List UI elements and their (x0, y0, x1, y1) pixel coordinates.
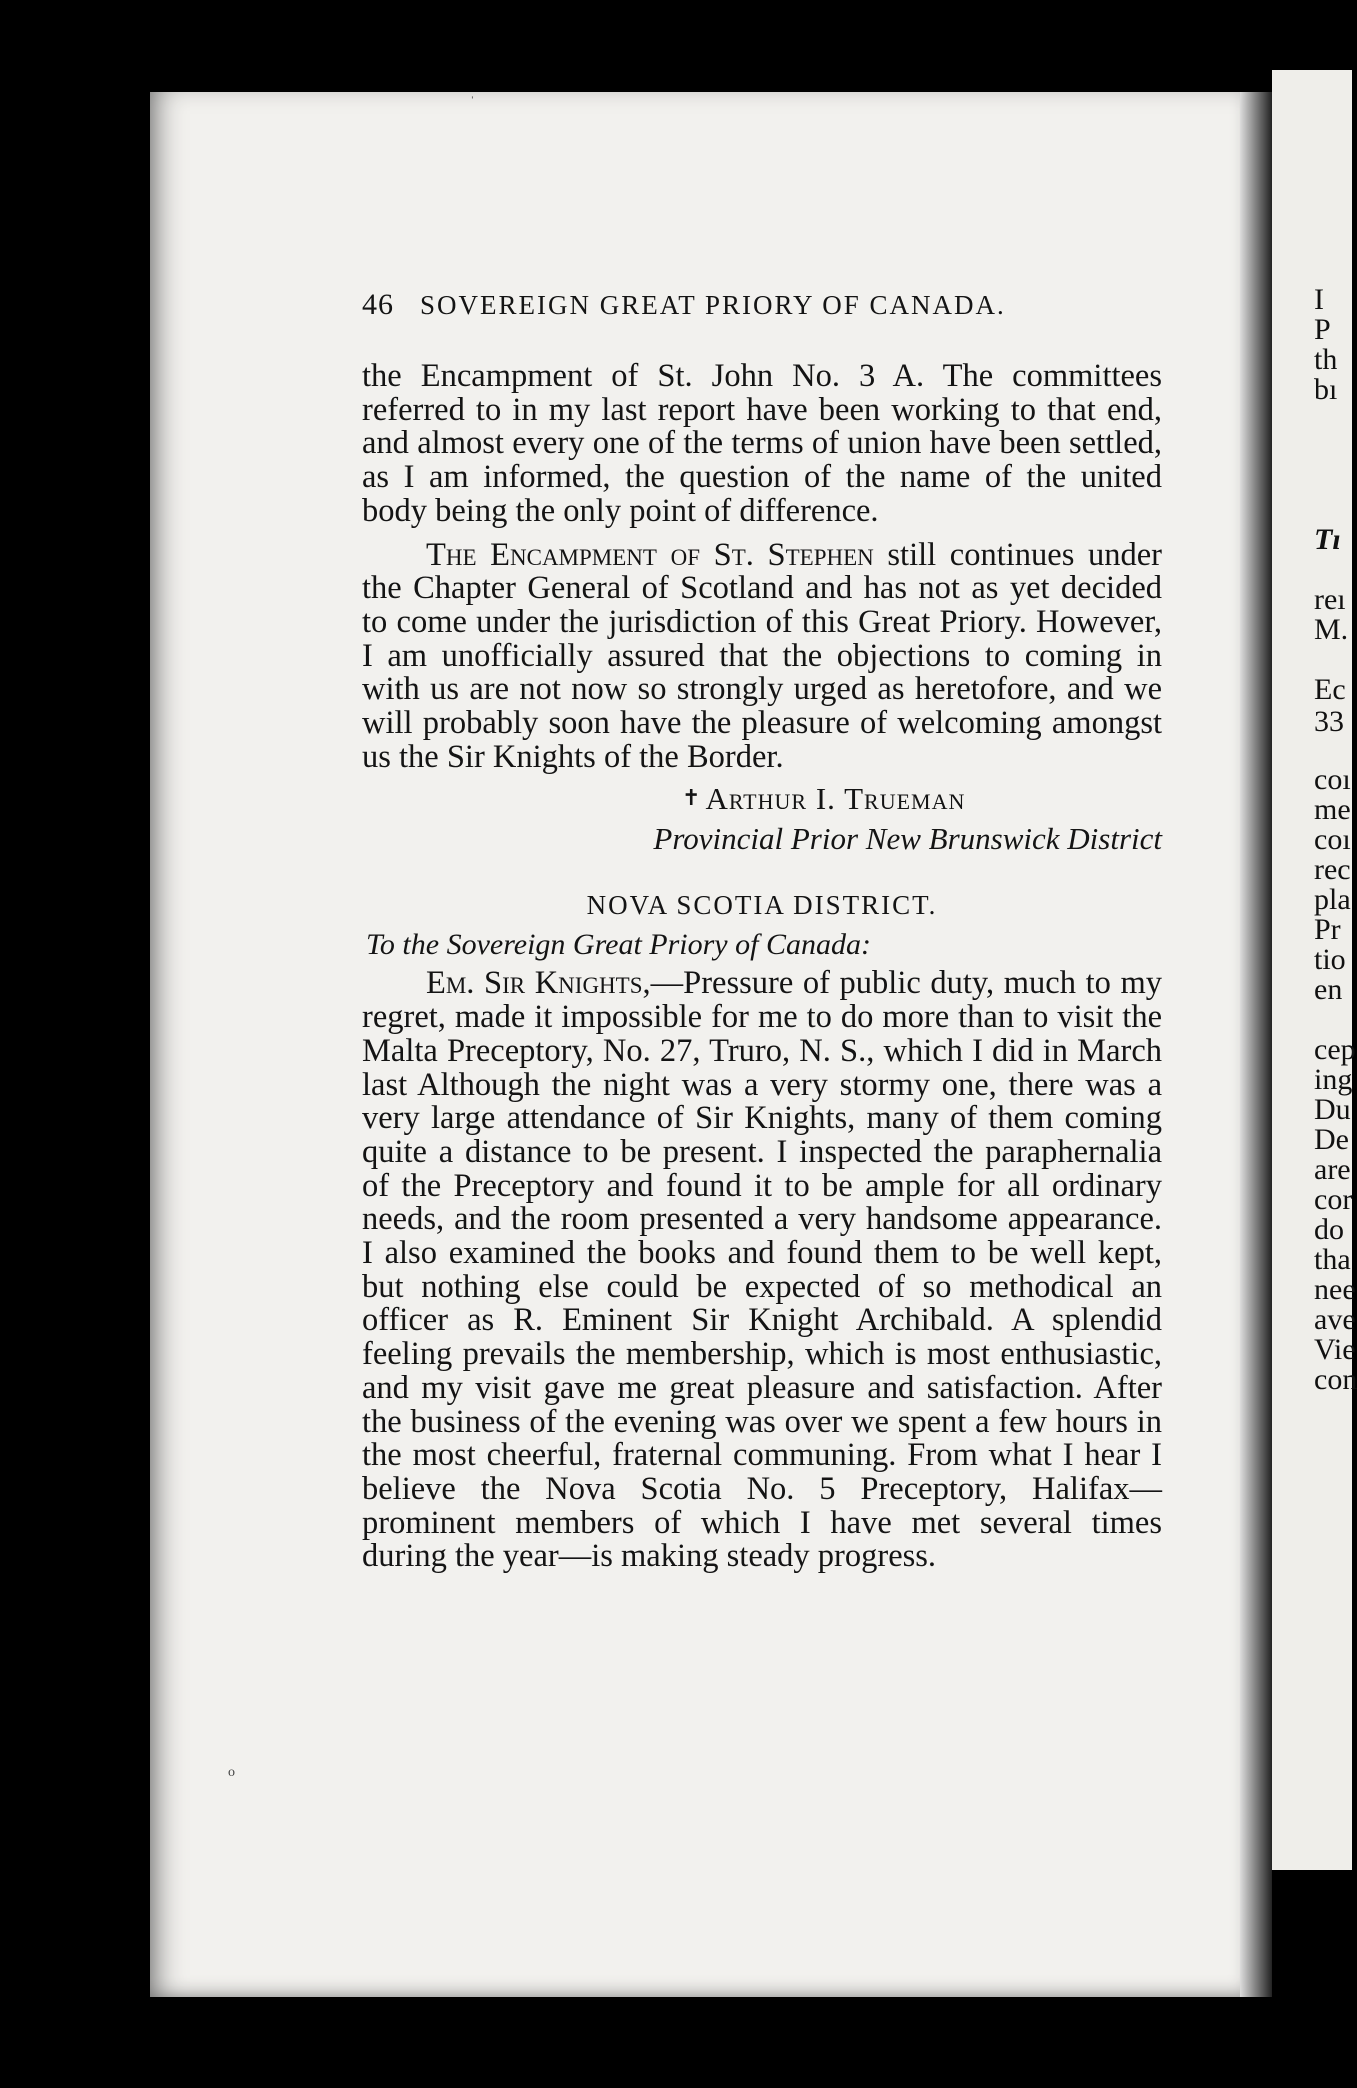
fragment-line: bı (1314, 373, 1338, 406)
fragment-line: Ec (1314, 673, 1346, 706)
fragment-line: ave (1314, 1303, 1356, 1336)
paragraph-lead: The Encampment of St. Stephen (426, 536, 874, 573)
fragment-line: nee (1314, 1273, 1356, 1306)
fragment-line: Tı (1314, 523, 1341, 556)
fragment-line: De (1314, 1123, 1349, 1156)
fragment-line: me (1314, 793, 1351, 826)
paragraph-body: —Pressure of public duty, much to my regret, made it impossible for me to do more than to visit the Malta Preceptory, No. 27, Truro, N. S., which I did in March last Although the night was a very stormy one, there was a very large attendance of Sir Knights, many of them coming quite a distance to be present. I inspected the paraphernalia of the Preceptory and found it to be ample for all ordinary needs, and the room presented a very handsome appearance. I also examined the books and found them to be well kept, but nothing else could be expected of so methodical an officer as R. Eminent Sir Knight Archibald. A splendid feeling prevails the membership, which is most enthusiastic, and my visit gave me great pleasure and satisfaction. After the business of the evening was over we spent a few hours in the most cheerful, fraternal communing. From what I hear I believe the Nova Scotia No. 5 Preceptory, Halifax—prominent members of which I have met several times during the year—is making steady progress. (362, 965, 1162, 1575)
running-head-title: SOVEREIGN GREAT PRIORY OF CANADA. (420, 290, 1006, 320)
fragment-line: coı (1314, 823, 1351, 856)
fragment-line: Vie (1314, 1333, 1356, 1366)
fragment-line: P (1314, 313, 1331, 346)
fragment-line: pla (1314, 883, 1351, 916)
page-text (362, 288, 1162, 1574)
fragment-line: 33 (1314, 705, 1344, 738)
fragment-line: th (1314, 343, 1338, 376)
section-heading: NOVA SCOTIA DISTRICT. (586, 890, 938, 921)
fragment-line: reı (1314, 583, 1346, 616)
fragment-line: M. (1314, 613, 1349, 646)
adjacent-page-fragment (1272, 70, 1357, 1870)
signature-name: Arthur I. Trueman (705, 781, 966, 817)
fragment-line: en (1314, 973, 1343, 1006)
fragment-line: rec (1314, 853, 1351, 886)
cross-icon: ✝ (682, 785, 702, 811)
page-number: 46 (362, 288, 394, 321)
fragment-line: cor (1314, 1183, 1353, 1216)
paragraph-nova-scotia-report (362, 967, 1162, 1574)
fragment-line: Du (1314, 1093, 1351, 1126)
paragraph-body: still continues under the Chapter General of Scotland and has not as yet decided to come under the jurisdiction of this Great Priory. However, I am unofficially assured that the objections to coming in with us are not now so strongly urged as heretofore, and we will probably soon have the pleasure of welcoming amongst us the Sir Knights of the Border. (362, 536, 1162, 775)
page-gutter (1240, 92, 1272, 1997)
salutation: To the Sovereign Great Priory of Canada: (366, 928, 871, 962)
fragment-line: coı (1314, 763, 1351, 796)
scan-speck: o (228, 1765, 235, 1780)
paragraph-encampment-st-john: the Encampment of St. John No. 3 A. The committees referred to in my last report have been working to that end, and almost every one of the terms of union have been settled, as I am informed, the question of the name of the united body being the only point of difference. (362, 358, 1162, 529)
signature-title: Provincial Prior New Brunswick District (653, 821, 1162, 857)
fragment-line: are (1314, 1153, 1351, 1186)
fragment-line: Pr (1314, 913, 1341, 946)
paragraph-encampment-st-stephen (362, 536, 1162, 775)
scan-speck: ˈ (470, 95, 475, 110)
running-head (362, 288, 1162, 336)
fragment-line: tha (1314, 1243, 1351, 1276)
fragment-line: do (1314, 1213, 1344, 1246)
fragment-line: con (1314, 1363, 1357, 1396)
paragraph-lead: Em. Sir Knights, (426, 965, 651, 1002)
fragment-line: ing (1314, 1063, 1353, 1096)
fragment-line: tio (1314, 943, 1346, 976)
signature-name-line (682, 778, 1162, 819)
fragment-line: cep (1314, 1033, 1356, 1066)
fragment-line: I (1314, 283, 1324, 316)
